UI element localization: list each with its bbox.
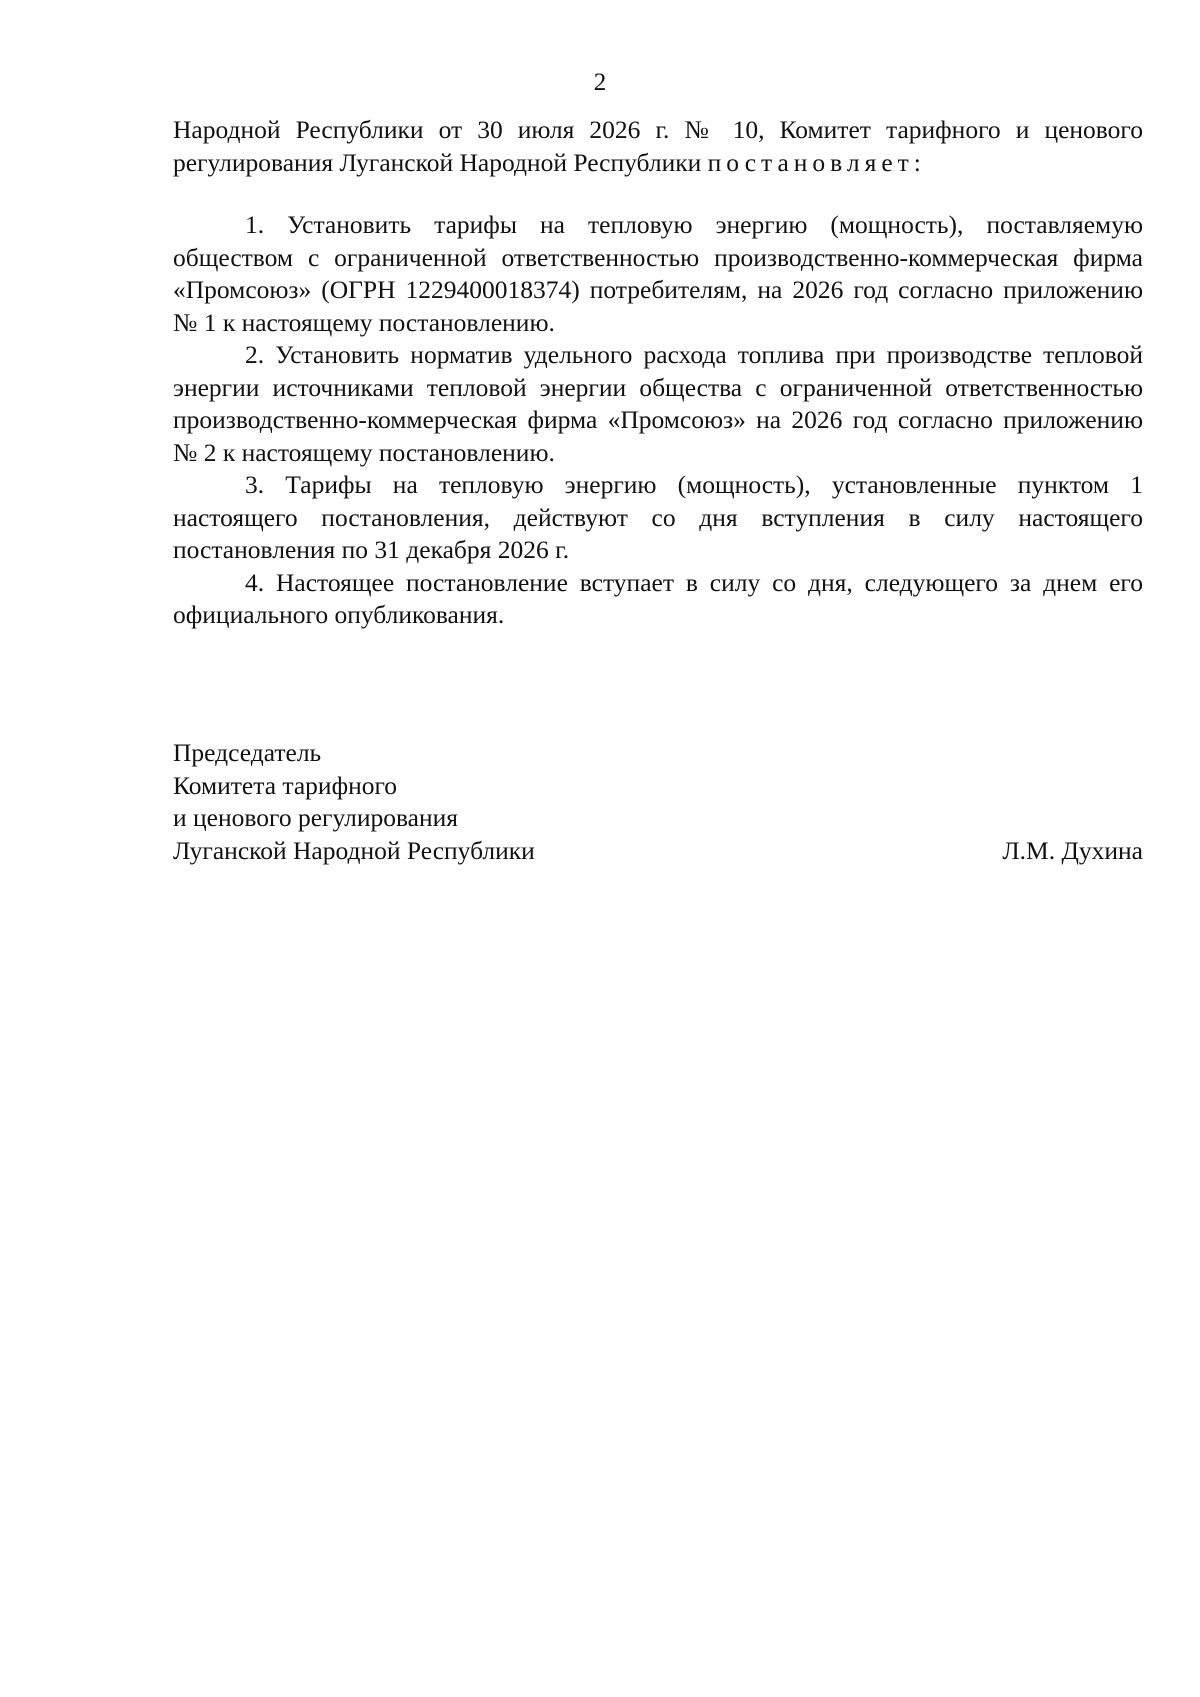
clause-3: 3. Тарифы на тепловую энергию (мощность), установленные пунктом 1 настоящего постановления, действуют со дня вступления в силу настоящего постановления по 31 декабря 2026 г. [173, 470, 1143, 564]
clause-2: 2. Установить норматив удельного расхода топлива при производстве тепловой энергии источниками тепловой энергии общества с ограниченной ответственностью производственно-коммерческая фирма «Промсоюз» на 2026 год согласно приложению № 2 к настоящему постановлению. [173, 340, 1143, 467]
signature-block [173, 737, 1143, 867]
signatory-title-line-3: и ценового регулирования [173, 803, 459, 832]
preamble-paragraph [173, 114, 1143, 179]
document-body [173, 114, 1143, 632]
signatory-title-line-2: Комитета тарифного [173, 770, 398, 800]
signatory-title-line-1: Председатель [173, 738, 322, 767]
signatory-final-line [173, 835, 1143, 868]
signatory-title-line-4: Луганской Народной Республики [173, 835, 535, 865]
page-number: 2 [593, 69, 607, 96]
decree-word: постановляет [707, 147, 914, 177]
signatory-name: Л.М. Духина [1002, 835, 1143, 865]
preamble-text: Народной Республики от 30 июля 2026 г. № 10, Комитет тарифного и ценового регулирования Луганской Народной Республики [173, 115, 1143, 177]
clause-1: 1. Установить тарифы на тепловую энергию (мощность), поставляемую обществом с ограниченной ответственностью производственно-коммерческая фирма «Промсоюз» (ОГРН 1229400018374) потребителям, на 2026 год согласно приложению № 1 к настоящему постановлению. [173, 210, 1143, 337]
preamble-colon: : [913, 147, 921, 177]
clause-4: 4. Настоящее постановление вступает в силу со дня, следующего за днем его официального опубликования. [173, 567, 1143, 629]
